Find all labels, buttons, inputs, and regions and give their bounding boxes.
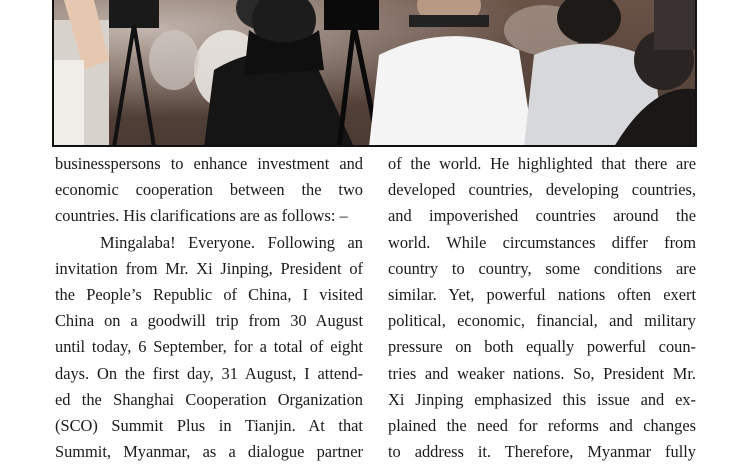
text-line: to address it. Therefore, Myanmar fully (388, 442, 696, 462)
text-line: China on a goodwill trip from 30 August (55, 311, 363, 331)
text-line: businesspersons to enhance investment and (55, 154, 363, 173)
text-line: tries and weaker nations. So, President Mr. (388, 363, 696, 383)
text-line: developed countries, developing countries, (388, 180, 696, 200)
text-line: (SCO) Summit Plus in Tianjin. At that (55, 416, 363, 436)
text-line: similar. Yet, powerful nations often exert (388, 285, 696, 305)
paragraph-speech (55, 230, 363, 465)
text-line: Summit, Myanmar, as a dialogue partner (55, 442, 363, 462)
text-line: countries. His clarifications are as follows: – (55, 206, 348, 226)
text-line: pressure on both equally powerful coun- (388, 337, 696, 357)
press-photo (52, 0, 697, 147)
text-line: of the world. He highlighted that there are (388, 154, 696, 173)
press-photo-image (54, 0, 697, 147)
text-line: invitation from Mr. Xi Jinping, President of (55, 258, 363, 278)
paragraph-continuation (55, 151, 363, 230)
text-line: economic cooperation between the two (55, 180, 363, 200)
article-column-left (55, 151, 363, 465)
text-line: days. On the first day, 31 August, I attend- (55, 363, 363, 383)
text-line: Mingalaba! Everyone. Following an (100, 232, 363, 252)
text-line: Xi Jinping emphasized this issue and ex- (388, 389, 696, 409)
text-line: until today, 6 September, for a total of eight (55, 337, 363, 357)
text-line: the People’s Republic of China, I visited (55, 285, 363, 305)
text-line: world. While circumstances differ from (388, 232, 696, 252)
article-column-right (388, 151, 696, 465)
text-line: country to country, some conditions are (388, 258, 696, 278)
paragraph-continuation (388, 151, 696, 465)
text-line: and impoverished countries around the (388, 206, 696, 226)
text-line: political, economic, financial, and military (388, 311, 696, 331)
text-line: plained the need for reforms and changes (388, 416, 696, 436)
text-line: ed the Shanghai Cooperation Organization (55, 389, 363, 409)
